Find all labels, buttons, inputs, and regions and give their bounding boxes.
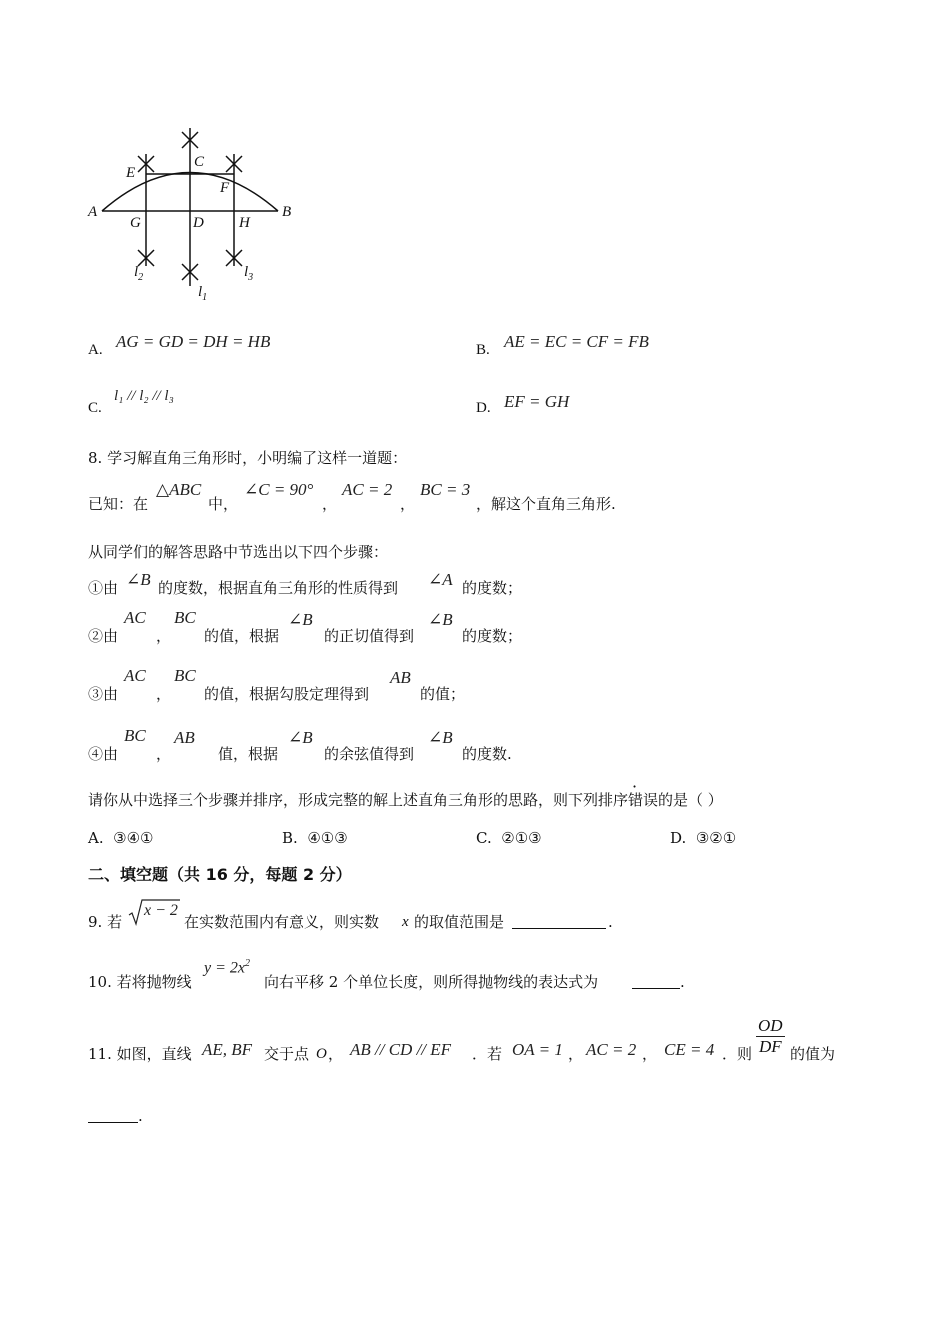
fraction-denominator: DF [758, 1037, 782, 1056]
step3-ab: AB [390, 668, 411, 687]
step3-text: 的值，根据勾股定理得到 [204, 685, 370, 703]
q8-option-a: A. ③④① [88, 829, 154, 847]
step1-angle-b: ∠B [126, 570, 151, 589]
q9-prefix: 9. 若 [88, 913, 123, 931]
q11-parallel: AB // CD // EF [350, 1040, 452, 1059]
step4-comma: ， [156, 745, 172, 763]
label-c: C [194, 154, 205, 170]
q7-option-d-letter: D. [476, 400, 491, 416]
q8-mid: 中， [208, 495, 239, 513]
q11-text-1: 交于点 [264, 1045, 310, 1063]
section-title: 二、填空题（共 16 分，每题 2 分） [88, 865, 352, 884]
label-f: F [220, 180, 230, 196]
step2-ac: AC [124, 608, 146, 627]
q8-ac: AC = 2 [342, 480, 393, 499]
label-a: A [88, 204, 98, 220]
q11-text-3: ．则 [722, 1045, 753, 1063]
q8-angle-c: ∠C = 90° [244, 480, 314, 499]
step4-text-2: 的余弦值得到 [324, 745, 415, 763]
step3-comma: ， [156, 685, 172, 703]
q10-period: . [680, 973, 685, 991]
construction-figure [86, 124, 306, 306]
q8-known-line: 已知：在 [88, 495, 149, 513]
step1-angle-a: ∠A [428, 570, 453, 589]
fraction-numerator: OD [758, 1016, 783, 1035]
label-b: B [282, 204, 292, 220]
step2-text-2: 的正切值得到 [324, 627, 415, 645]
q8-bc: BC = 3 [420, 480, 471, 499]
step2-suffix: 的度数； [462, 627, 523, 645]
q11-comma-3: ， [642, 1045, 658, 1063]
label-h: H [239, 215, 250, 231]
emphasis-wrong: 错误 [628, 791, 659, 809]
step1-prefix: ①由 [88, 579, 119, 597]
q8-option-b: B. ④①③ [282, 829, 348, 847]
step2-angle-b-2: ∠B [428, 610, 453, 629]
step3-bc: BC [174, 666, 196, 685]
label-l2: $l_2$ [134, 264, 144, 283]
label-d: D [193, 215, 204, 231]
q9-period: . [608, 913, 613, 931]
q7-option-a-letter: A. [88, 342, 103, 358]
q10-text: 向右平移 2 个单位长度，则所得抛物线的表达式为 [264, 973, 599, 991]
q7-option-c-letter: C. [88, 400, 102, 416]
step4-text-1: 值，根据 [218, 745, 279, 763]
q11-prefix: 11. 如图，直线 [88, 1045, 192, 1063]
q7-option-d-expr: EF = GH [504, 392, 570, 411]
q9-answer-blank[interactable] [512, 914, 606, 929]
q8-stem: 8. 学习解直角三角形时，小明编了这样一道题： [88, 449, 408, 467]
q10-answer-blank[interactable] [632, 974, 680, 989]
q8-triangle: △ABC [156, 480, 202, 499]
step4-prefix: ④由 [88, 745, 119, 763]
q9-text-2: 的取值范围是 [414, 913, 505, 931]
step2-text-1: 的值，根据 [204, 627, 280, 645]
q11-period: . [138, 1107, 143, 1125]
q11-ac: AC = 2 [586, 1040, 637, 1059]
step3-prefix: ③由 [88, 685, 119, 703]
q9-var: x [402, 914, 409, 930]
q11-text-2: ．若 [472, 1045, 503, 1063]
label-l3: $l_3$ [244, 264, 254, 283]
q8-comma-2: ， [400, 495, 416, 513]
q9-text: 在实数范围内有意义，则实数 [184, 913, 380, 931]
q11-answer-blank[interactable] [88, 1108, 138, 1123]
q8-question: 请你从中选择三个步骤并排序，形成完整的解上述直角三角形的思路，则下列排序错误的是（ ） [88, 791, 723, 809]
q11-fraction [756, 1016, 785, 1057]
step1-suffix: 的度数； [462, 579, 523, 597]
q11-point-o: O [316, 1046, 327, 1062]
step3-ac: AC [124, 666, 146, 685]
q11-ce: CE = 4 [664, 1040, 715, 1059]
q10-expr: $y = 2x^2$ [204, 958, 250, 977]
q7-option-a-expr: AG = GD = DH = HB [116, 332, 271, 351]
q11-text-4: 的值为 [790, 1045, 836, 1063]
q10-prefix: 10. 若将抛物线 [88, 973, 192, 991]
step4-angle-b-2: ∠B [428, 728, 453, 747]
step4-bc: BC [124, 726, 146, 745]
q8-known-suffix: ，解这个直角三角形. [476, 495, 616, 513]
q8-option-c: C. ②①③ [476, 829, 542, 847]
exam-page: A B C D E F G H $l_2$ $l_1$ $l_3$ A. AG = GD = DH = HB B. AE = EC = CF = FB C. l₁ // l₂ // l₃ D. EF = GH 8. 学习解直角三角形时，小明编了这样一道题： 已知：在 △ABC 中， ∠C = 90° ， AC = 2 ， BC = 3 ，解这个直角三角形. 从同学们的解答思路中节选出以下四个步骤： ①由 ∠B 的度数，根据直角三角形的性质得到 ∠A 的度数； ②由 AC ， BC 的值，根据 ∠B 的正切值得到 ∠B 的度数； ③由 AC ， BC 的值，根据勾股定理得到 AB 的值； ④由 BC ， AB 值，根据 ∠B 的余弦值得到 ∠B 的度数. 请你从中选择三个步骤并排序，形成完整的解上述直角三角形的思路，则下列排序错误的是（ ） A. ③④① B. ④①③ C. ②①③ D. ③②① 二、填空题（共 16 分，每题 2 分） 9. 若 x − 2 在实数范围内有意义，则实数 x 的取值范围是 . 10. 若将抛物线 $y = 2x^2$ 向右平移 2 个单位长度，则所得抛物线的表达式为 . 11. 如图，直线 AE, BF 交于点 O ， AB // CD // EF ．若 OA = 1 ， AC = 2 ， CE = 4 ．则 $\frac{OD}{DF}$ 的值为 . [0, 0, 950, 1344]
step1-text: 的度数，根据直角三角形的性质得到 [158, 579, 399, 597]
step4-angle-b-1: ∠B [288, 728, 313, 747]
q7-option-b-expr: AE = EC = CF = FB [504, 332, 649, 351]
step2-angle-b-1: ∠B [288, 610, 313, 629]
q8-steps-intro: 从同学们的解答思路中节选出以下四个步骤： [88, 543, 389, 561]
step3-suffix: 的值； [420, 685, 466, 703]
q11-comma-2: ， [568, 1045, 584, 1063]
step2-comma: ， [156, 627, 172, 645]
q8-comma-1: ， [322, 495, 338, 513]
step4-suffix: 的度数. [462, 745, 512, 763]
q11-lines: AE, BF [202, 1040, 253, 1059]
q7-option-b-letter: B. [476, 342, 490, 358]
q8-option-d: D. ③②① [670, 829, 737, 847]
label-e: E [126, 165, 136, 181]
label-l1: $l_1$ [198, 284, 208, 303]
q11-comma-1: ， [328, 1045, 344, 1063]
label-g: G [130, 215, 141, 231]
step4-ab: AB [174, 728, 195, 747]
q7-option-c-expr: l₁ // l₂ // l₃ [114, 388, 174, 404]
q11-oa: OA = 1 [512, 1040, 563, 1059]
step2-prefix: ②由 [88, 627, 119, 645]
step2-bc: BC [174, 608, 196, 627]
